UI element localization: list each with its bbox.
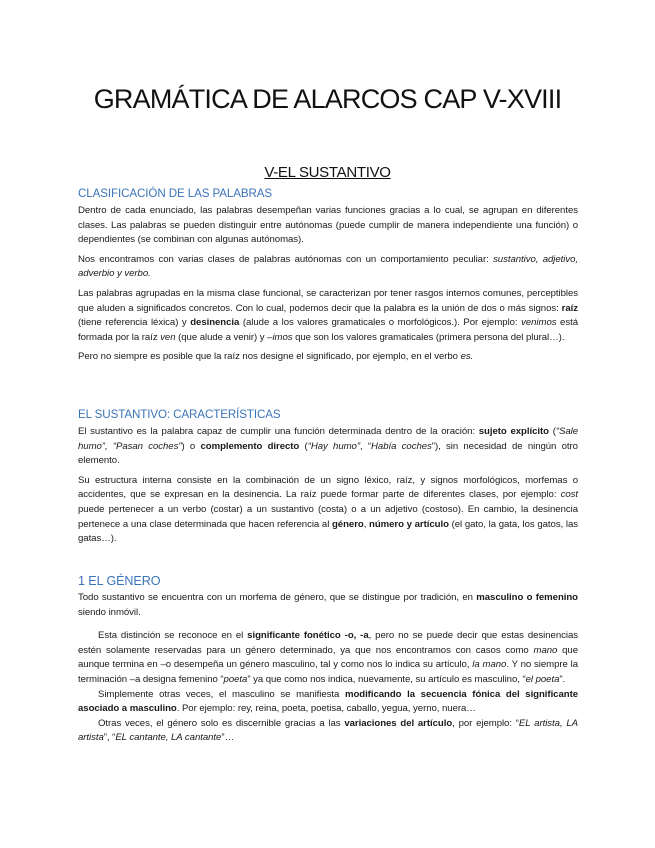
document-title: GRAMÁTICA DE ALARCOS CAP V-XVIII [93, 84, 562, 114]
section-genero [78, 574, 578, 746]
chapter-title: V-EL SUSTANTIVO [264, 164, 391, 181]
section-heading: CLASIFICACIÓN DE LAS PALABRAS [78, 187, 273, 200]
paragraph: Nos encontramos con varias clases de palabras autónomas con un comportamiento peculiar: sustantivo, adjetivo, adverbio y verbo. [78, 253, 578, 280]
paragraph: Su estructura interna consiste en la combinación de un signo léxico, raíz, y signos morfológicos, morfemas o accidentes, que se expresan en la desinencia. La raíz puede formar parte de diferentes clases, por ejemplo: cost puede pertenecer a un verbo (costar) a un sustantivo (costa) o a un adjetivo (costoso). En cambio, la desinencia pertenece a una clase determinada que hacen referencia al género, número y artículo (el gato, la gata, los gatos, las gatas…). [78, 474, 579, 545]
paragraph: Todo sustantivo se encuentra con un morfema de género, que se distingue por tradición, en masculino o femenino siendo inmóvil. [78, 592, 578, 618]
section-caracteristicas [78, 408, 578, 552]
paragraph: Otras veces, el género solo es discernible gracias a las variaciones del artículo, por ejemplo: “EL artista, LA artista”, “EL cantante, LA cantante”… [78, 717, 578, 744]
paragraph: Pero no siempre es posible que la raíz nos designe el significado, por ejemplo, en el verbo es. [78, 351, 474, 363]
section-heading: 1 EL GÉNERO [78, 574, 161, 588]
paragraph: Dentro de cada enunciado, las palabras desempeñan varias funciones gracias a lo cual, se agrupan en diferentes clases. Las palabras se pueden distinguir entre autónomas (puede cumplir de manera independiente una función) o dependientes (se combinan con algunas autónomas). [78, 205, 578, 246]
paragraph: Las palabras agrupadas en la misma clase funcional, se caracterizan por tener rasgos internos comunes, perceptibles que aluden a significados concretos. Con lo cual, podemos decir que la palabra es la unión de dos o más signos: raíz (tiene referencia léxica) y desinencia (alude a los valores gramaticales o morfológicos.). Por ejemplo: venimos está formada por la raíz ven (que alude a venir) y –imos que son los valores gramaticales (primera persona del plural…). [78, 287, 578, 343]
section-heading: EL SUSTANTIVO: CARACTERÍSTICAS [78, 408, 281, 421]
paragraph: Esta distinción se reconoce en el significante fonético -o, -a, pero no se puede decir que estas desinencias estén solamente reservadas para un género determinado, ya que nos encontramos con casos como mano que aunque termina en –o desempeña un género masculino, tal y como nos lo indica su artículo, la mano. Y no siempre la terminación –a designa femenino “poeta” ya que como nos indica, nuevamente, su artículo es masculino, “el poeta”. [78, 630, 579, 685]
paragraph: Simplemente otras veces, el masculino se manifiesta modificando la secuencia fónica del significante asociado a masculino. Por ejemplo: rey, reina, poeta, poetisa, caballo, yegua, yerno, nuera… [78, 688, 578, 715]
paragraph: El sustantivo es la palabra capaz de cumplir una función determinada dentro de la oración: sujeto explícito (“Sale humo”, “Pasan coches”) o complemento directo (“Hay humo”, “Había coches”), sin necesidad de ningún otro elemento. [78, 426, 579, 467]
section-clasificacion [78, 187, 578, 370]
